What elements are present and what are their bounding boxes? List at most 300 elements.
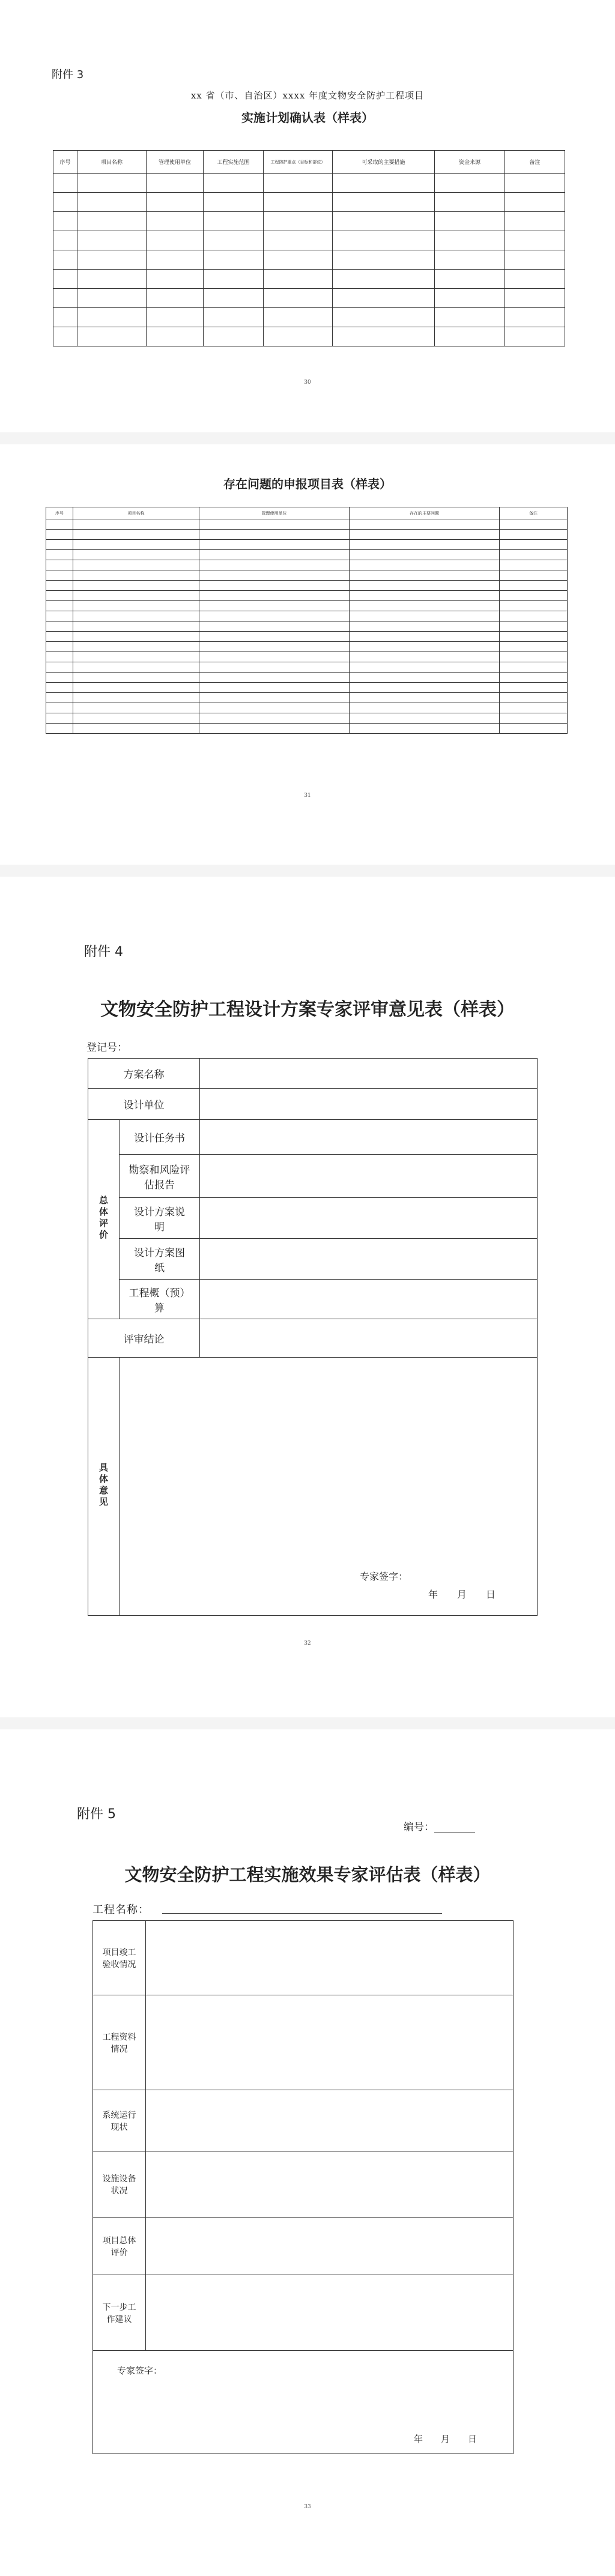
table-row bbox=[46, 611, 568, 621]
table-cell[interactable] bbox=[204, 212, 264, 231]
table-cell[interactable] bbox=[46, 652, 73, 662]
table-cell[interactable] bbox=[199, 560, 350, 570]
row-field[interactable] bbox=[146, 2090, 514, 2151]
eval-item-field[interactable] bbox=[200, 1120, 538, 1155]
table-cell[interactable] bbox=[435, 174, 505, 193]
project-name-underline[interactable] bbox=[162, 1913, 442, 1914]
table-row bbox=[46, 591, 568, 601]
col-header: 资金来源 bbox=[435, 151, 505, 174]
effect-evaluation-table bbox=[92, 1920, 514, 2454]
table-row bbox=[53, 270, 565, 289]
eval-item-field[interactable] bbox=[200, 1155, 538, 1198]
table-cell[interactable] bbox=[350, 560, 500, 570]
table-cell[interactable] bbox=[500, 713, 568, 724]
table-row bbox=[46, 662, 568, 673]
table-cell[interactable] bbox=[73, 519, 199, 530]
page-title: 文物安全防护工程实施效果专家评估表（样表） bbox=[124, 1864, 491, 1885]
col-header: 存在的主要问题 bbox=[350, 507, 500, 519]
table-cell[interactable] bbox=[199, 601, 350, 611]
table-cell[interactable] bbox=[435, 308, 505, 327]
table-cell[interactable] bbox=[333, 308, 435, 327]
table-header-row bbox=[53, 151, 565, 174]
col-header: 备注 bbox=[505, 151, 565, 174]
table-cell[interactable] bbox=[77, 212, 147, 231]
table-cell[interactable] bbox=[500, 581, 568, 591]
table-cell[interactable] bbox=[264, 327, 333, 346]
table-cell[interactable] bbox=[264, 308, 333, 327]
table-cell[interactable] bbox=[199, 642, 350, 652]
attachment-label: 附件 5 bbox=[77, 1807, 116, 1822]
table-cell[interactable] bbox=[73, 724, 199, 734]
row-field[interactable] bbox=[146, 1995, 514, 2090]
col-header: 可采取的主要措施 bbox=[333, 151, 435, 174]
eval-item-label: 设计任务书 bbox=[120, 1120, 200, 1155]
table-cell[interactable] bbox=[500, 601, 568, 611]
table-row bbox=[46, 693, 568, 703]
table-cell[interactable] bbox=[500, 673, 568, 683]
table-cell[interactable] bbox=[264, 212, 333, 231]
table-cell[interactable] bbox=[53, 174, 77, 193]
table-cell[interactable] bbox=[199, 611, 350, 621]
table-cell[interactable] bbox=[333, 270, 435, 289]
table-cell[interactable] bbox=[500, 540, 568, 550]
date-label: 年 月 日 bbox=[428, 1589, 496, 1600]
table-cell[interactable] bbox=[73, 530, 199, 540]
table-cell[interactable] bbox=[204, 308, 264, 327]
table-cell[interactable] bbox=[199, 652, 350, 662]
table-cell[interactable] bbox=[73, 683, 199, 693]
specific-opinion-field[interactable] bbox=[120, 1358, 538, 1616]
plan-name-row bbox=[88, 1059, 538, 1089]
table-cell[interactable] bbox=[350, 713, 500, 724]
table-cell[interactable] bbox=[435, 193, 505, 212]
problem-projects-table bbox=[46, 507, 568, 734]
table-row bbox=[46, 724, 568, 734]
col-header: 项目名称 bbox=[73, 507, 199, 519]
eval-item-field[interactable] bbox=[200, 1239, 538, 1280]
table-cell[interactable] bbox=[333, 174, 435, 193]
table-cell[interactable] bbox=[333, 327, 435, 346]
table-cell[interactable] bbox=[199, 662, 350, 673]
table-cell[interactable] bbox=[199, 713, 350, 724]
table-body bbox=[53, 174, 565, 346]
table-cell[interactable] bbox=[500, 591, 568, 601]
table-cell[interactable] bbox=[77, 327, 147, 346]
table-body bbox=[46, 519, 568, 734]
table-row bbox=[46, 703, 568, 713]
table-row bbox=[53, 308, 565, 327]
table-cell[interactable] bbox=[500, 570, 568, 581]
row-label: 项目总体评价 bbox=[93, 2218, 146, 2275]
table-cell[interactable] bbox=[435, 327, 505, 346]
table-row bbox=[53, 231, 565, 250]
table-row bbox=[46, 621, 568, 632]
table-cell[interactable] bbox=[500, 724, 568, 734]
table-cell[interactable] bbox=[350, 601, 500, 611]
review-conclusion-field[interactable] bbox=[200, 1319, 538, 1358]
page-2 bbox=[0, 444, 615, 865]
table-cell[interactable] bbox=[77, 308, 147, 327]
table-cell[interactable] bbox=[46, 530, 73, 540]
table-cell[interactable] bbox=[46, 673, 73, 683]
page-title: 文物安全防护工程设计方案专家评审意见表（样表） bbox=[100, 999, 515, 1020]
table-cell[interactable] bbox=[333, 289, 435, 308]
table-cell[interactable] bbox=[350, 519, 500, 530]
table-cell[interactable] bbox=[264, 231, 333, 250]
table-cell[interactable] bbox=[350, 652, 500, 662]
table-cell[interactable] bbox=[199, 673, 350, 683]
expert-signature-label: 专家签字： bbox=[360, 1571, 408, 1582]
eval-item-label: 勘察和风险评估报告 bbox=[120, 1155, 200, 1198]
col-header: 管理使用单位 bbox=[147, 151, 204, 174]
table-cell[interactable] bbox=[73, 642, 199, 652]
table-row bbox=[46, 683, 568, 693]
table-cell[interactable] bbox=[46, 693, 73, 703]
page-number: 30 bbox=[304, 379, 311, 385]
table-cell[interactable] bbox=[46, 560, 73, 570]
table-cell[interactable] bbox=[500, 703, 568, 713]
table-row bbox=[53, 289, 565, 308]
table-row bbox=[53, 174, 565, 193]
table-cell[interactable] bbox=[204, 327, 264, 346]
table-cell[interactable] bbox=[46, 581, 73, 591]
table-cell[interactable] bbox=[46, 540, 73, 550]
page-number: 32 bbox=[304, 1640, 311, 1646]
table-cell[interactable] bbox=[350, 642, 500, 652]
table-cell[interactable] bbox=[77, 289, 147, 308]
col-header: 项目名称 bbox=[77, 151, 147, 174]
table-cell[interactable] bbox=[199, 621, 350, 632]
table-cell[interactable] bbox=[435, 212, 505, 231]
table-cell[interactable] bbox=[204, 289, 264, 308]
col-header: 序号 bbox=[46, 507, 73, 519]
eval-item-label: 工程概（预）算 bbox=[120, 1280, 200, 1319]
table-cell[interactable] bbox=[350, 570, 500, 581]
design-unit-label: 设计单位 bbox=[88, 1089, 200, 1120]
project-name-label: 工程名称： bbox=[92, 1903, 150, 1916]
table-cell[interactable] bbox=[500, 519, 568, 530]
eval-item-label: 设计方案图纸 bbox=[120, 1239, 200, 1280]
row-label: 设施设备状况 bbox=[93, 2151, 146, 2218]
table-row bbox=[46, 550, 568, 560]
table-cell[interactable] bbox=[350, 581, 500, 591]
row-field[interactable] bbox=[146, 2151, 514, 2218]
table-cell[interactable] bbox=[46, 519, 73, 530]
table-cell[interactable] bbox=[264, 270, 333, 289]
attachment-label: 附件 3 bbox=[52, 68, 84, 81]
col-header: 备注 bbox=[500, 507, 568, 519]
table-cell[interactable] bbox=[53, 270, 77, 289]
attachment-label: 附件 4 bbox=[84, 945, 123, 960]
table-cell[interactable] bbox=[199, 632, 350, 642]
table-cell[interactable] bbox=[199, 519, 350, 530]
review-conclusion-row bbox=[88, 1319, 538, 1358]
row-label: 项目竣工验收情况 bbox=[93, 1921, 146, 1995]
table-cell[interactable] bbox=[204, 193, 264, 212]
table-row bbox=[46, 652, 568, 662]
table-cell[interactable] bbox=[46, 601, 73, 611]
review-conclusion-label: 评审结论 bbox=[88, 1319, 200, 1358]
table-cell[interactable] bbox=[77, 174, 147, 193]
table-cell[interactable] bbox=[264, 250, 333, 270]
table-cell[interactable] bbox=[500, 662, 568, 673]
table-cell[interactable] bbox=[350, 540, 500, 550]
eval-row bbox=[93, 2218, 514, 2275]
table-cell[interactable] bbox=[500, 632, 568, 642]
table-cell[interactable] bbox=[199, 570, 350, 581]
eval-row bbox=[88, 1239, 538, 1280]
table-cell[interactable] bbox=[77, 193, 147, 212]
table-row bbox=[46, 560, 568, 570]
overall-eval-label: 总体评价 bbox=[88, 1120, 120, 1319]
table-cell[interactable] bbox=[73, 611, 199, 621]
table-cell[interactable] bbox=[53, 231, 77, 250]
page-number: 33 bbox=[304, 2504, 311, 2510]
eval-row bbox=[93, 1921, 514, 1995]
table-cell[interactable] bbox=[204, 231, 264, 250]
table-row bbox=[46, 581, 568, 591]
table-row bbox=[46, 632, 568, 642]
table-cell[interactable] bbox=[73, 632, 199, 642]
table-header-row bbox=[46, 507, 568, 519]
table-cell[interactable] bbox=[350, 724, 500, 734]
table-cell[interactable] bbox=[500, 693, 568, 703]
table-cell[interactable] bbox=[147, 231, 204, 250]
page-subtitle: xx 省（市、自治区）xxxx 年度文物安全防护工程项目 bbox=[190, 90, 425, 101]
table-cell[interactable] bbox=[505, 289, 565, 308]
table-cell[interactable] bbox=[264, 174, 333, 193]
page-title: 存在问题的申报项目表（样表） bbox=[223, 477, 392, 491]
table-cell[interactable] bbox=[53, 212, 77, 231]
table-cell[interactable] bbox=[199, 591, 350, 601]
eval-item-label: 设计方案说明 bbox=[120, 1198, 200, 1239]
table-cell[interactable] bbox=[147, 212, 204, 231]
page-3 bbox=[0, 877, 615, 1717]
table-cell[interactable] bbox=[199, 703, 350, 713]
table-cell[interactable] bbox=[500, 642, 568, 652]
table-cell[interactable] bbox=[46, 611, 73, 621]
table-cell[interactable] bbox=[435, 231, 505, 250]
table-cell[interactable] bbox=[46, 570, 73, 581]
number-label: 编号：________ bbox=[404, 1821, 475, 1833]
table-cell[interactable] bbox=[505, 212, 565, 231]
table-cell[interactable] bbox=[333, 231, 435, 250]
table-row bbox=[53, 250, 565, 270]
table-cell[interactable] bbox=[500, 611, 568, 621]
table-cell[interactable] bbox=[264, 289, 333, 308]
table-cell[interactable] bbox=[147, 174, 204, 193]
table-cell[interactable] bbox=[333, 193, 435, 212]
table-row bbox=[46, 519, 568, 530]
page-4 bbox=[0, 1729, 615, 2576]
table-cell[interactable] bbox=[147, 250, 204, 270]
table-row bbox=[46, 713, 568, 724]
table-cell[interactable] bbox=[77, 250, 147, 270]
table-cell[interactable] bbox=[350, 611, 500, 621]
table-cell[interactable] bbox=[500, 621, 568, 632]
table-cell[interactable] bbox=[500, 550, 568, 560]
table-cell[interactable] bbox=[73, 662, 199, 673]
expert-signature-field[interactable] bbox=[93, 2351, 514, 2454]
col-header: 工程实施范围 bbox=[204, 151, 264, 174]
eval-row bbox=[88, 1155, 538, 1198]
expert-signature-label: 专家签字： bbox=[117, 2365, 163, 2376]
table-cell[interactable] bbox=[350, 693, 500, 703]
specific-opinion-row bbox=[88, 1358, 538, 1616]
table-cell[interactable] bbox=[73, 621, 199, 632]
table-cell[interactable] bbox=[73, 713, 199, 724]
table-cell[interactable] bbox=[73, 581, 199, 591]
table-cell[interactable] bbox=[199, 550, 350, 560]
table-cell[interactable] bbox=[46, 550, 73, 560]
table-cell[interactable] bbox=[53, 327, 77, 346]
table-cell[interactable] bbox=[500, 652, 568, 662]
table-cell[interactable] bbox=[73, 693, 199, 703]
table-cell[interactable] bbox=[46, 632, 73, 642]
table-cell[interactable] bbox=[500, 530, 568, 540]
table-cell[interactable] bbox=[199, 530, 350, 540]
table-cell[interactable] bbox=[73, 550, 199, 560]
row-field[interactable] bbox=[146, 1921, 514, 1995]
table-cell[interactable] bbox=[147, 193, 204, 212]
table-cell[interactable] bbox=[147, 289, 204, 308]
table-cell[interactable] bbox=[53, 250, 77, 270]
table-cell[interactable] bbox=[53, 289, 77, 308]
design-unit-row bbox=[88, 1089, 538, 1120]
table-cell[interactable] bbox=[199, 693, 350, 703]
row-label: 系统运行现状 bbox=[93, 2090, 146, 2151]
design-review-table bbox=[88, 1058, 538, 1616]
table-cell[interactable] bbox=[46, 662, 73, 673]
eval-item-field[interactable] bbox=[200, 1198, 538, 1239]
table-cell[interactable] bbox=[350, 621, 500, 632]
table-cell[interactable] bbox=[73, 560, 199, 570]
eval-row bbox=[93, 2275, 514, 2351]
expert-signature-row bbox=[93, 2351, 514, 2454]
table-cell[interactable] bbox=[505, 250, 565, 270]
register-number-label: 登记号： bbox=[86, 1042, 127, 1054]
table-cell[interactable] bbox=[204, 270, 264, 289]
table-cell[interactable] bbox=[350, 683, 500, 693]
table-row bbox=[53, 212, 565, 231]
table-cell[interactable] bbox=[73, 601, 199, 611]
table-cell[interactable] bbox=[147, 327, 204, 346]
table-cell[interactable] bbox=[199, 724, 350, 734]
table-row bbox=[53, 193, 565, 212]
table-cell[interactable] bbox=[199, 540, 350, 550]
table-cell[interactable] bbox=[77, 270, 147, 289]
table-cell[interactable] bbox=[350, 673, 500, 683]
table-cell[interactable] bbox=[435, 270, 505, 289]
table-cell[interactable] bbox=[73, 591, 199, 601]
table-cell[interactable] bbox=[500, 560, 568, 570]
table-cell[interactable] bbox=[53, 308, 77, 327]
table-row bbox=[46, 601, 568, 611]
table-cell[interactable] bbox=[46, 724, 73, 734]
table-cell[interactable] bbox=[73, 570, 199, 581]
table-row bbox=[53, 327, 565, 346]
design-unit-field[interactable] bbox=[200, 1089, 538, 1120]
table-row bbox=[46, 570, 568, 581]
table-cell[interactable] bbox=[46, 621, 73, 632]
table-cell[interactable] bbox=[46, 703, 73, 713]
page-number: 31 bbox=[304, 793, 311, 799]
table-cell[interactable] bbox=[350, 591, 500, 601]
row-field[interactable] bbox=[146, 2218, 514, 2275]
row-field[interactable] bbox=[146, 2275, 514, 2351]
table-cell[interactable] bbox=[505, 327, 565, 346]
table-cell[interactable] bbox=[204, 174, 264, 193]
eval-row bbox=[93, 1995, 514, 2090]
table-cell[interactable] bbox=[73, 703, 199, 713]
eval-row bbox=[93, 2151, 514, 2218]
col-header: 工程防护重点（目标和部位） bbox=[264, 151, 333, 174]
table-cell[interactable] bbox=[46, 642, 73, 652]
table-cell[interactable] bbox=[333, 250, 435, 270]
table-cell[interactable] bbox=[199, 581, 350, 591]
row-label: 下一步工作建议 bbox=[93, 2275, 146, 2351]
plan-name-label: 方案名称 bbox=[88, 1059, 200, 1089]
table-cell[interactable] bbox=[350, 662, 500, 673]
eval-item-field[interactable] bbox=[200, 1280, 538, 1319]
table-cell[interactable] bbox=[350, 703, 500, 713]
col-header: 序号 bbox=[53, 151, 77, 174]
specific-opinion-label: 具体意见 bbox=[88, 1358, 120, 1616]
date-label: 年 月 日 bbox=[414, 2434, 477, 2444]
table-cell[interactable] bbox=[505, 308, 565, 327]
table-cell[interactable] bbox=[505, 231, 565, 250]
table-cell[interactable] bbox=[147, 270, 204, 289]
table-cell[interactable] bbox=[46, 683, 73, 693]
plan-name-field[interactable] bbox=[200, 1059, 538, 1089]
table-cell[interactable] bbox=[73, 540, 199, 550]
table-cell[interactable] bbox=[147, 308, 204, 327]
table-cell[interactable] bbox=[204, 250, 264, 270]
col-header: 管理使用单位 bbox=[199, 507, 350, 519]
table-cell[interactable] bbox=[264, 193, 333, 212]
table-cell[interactable] bbox=[350, 550, 500, 560]
page-1 bbox=[0, 0, 615, 432]
table-cell[interactable] bbox=[505, 193, 565, 212]
table-cell[interactable] bbox=[350, 530, 500, 540]
table-cell[interactable] bbox=[46, 713, 73, 724]
eval-row bbox=[88, 1280, 538, 1319]
table-cell[interactable] bbox=[505, 270, 565, 289]
eval-row bbox=[88, 1120, 538, 1155]
table-cell[interactable] bbox=[500, 683, 568, 693]
table-cell[interactable] bbox=[199, 683, 350, 693]
table-cell[interactable] bbox=[333, 212, 435, 231]
plan-confirmation-table bbox=[53, 150, 565, 346]
table-row bbox=[46, 530, 568, 540]
table-cell[interactable] bbox=[350, 632, 500, 642]
row-label: 工程资料情况 bbox=[93, 1995, 146, 2090]
table-row bbox=[46, 540, 568, 550]
eval-row bbox=[93, 2090, 514, 2151]
table-cell[interactable] bbox=[73, 673, 199, 683]
table-cell[interactable] bbox=[73, 652, 199, 662]
page-title: 实施计划确认表（样表） bbox=[241, 110, 374, 125]
eval-row bbox=[88, 1198, 538, 1239]
table-cell[interactable] bbox=[46, 591, 73, 601]
table-cell[interactable] bbox=[435, 250, 505, 270]
table-row bbox=[46, 673, 568, 683]
table-cell[interactable] bbox=[77, 231, 147, 250]
table-cell[interactable] bbox=[435, 289, 505, 308]
table-row bbox=[46, 642, 568, 652]
table-cell[interactable] bbox=[53, 193, 77, 212]
table-cell[interactable] bbox=[505, 174, 565, 193]
